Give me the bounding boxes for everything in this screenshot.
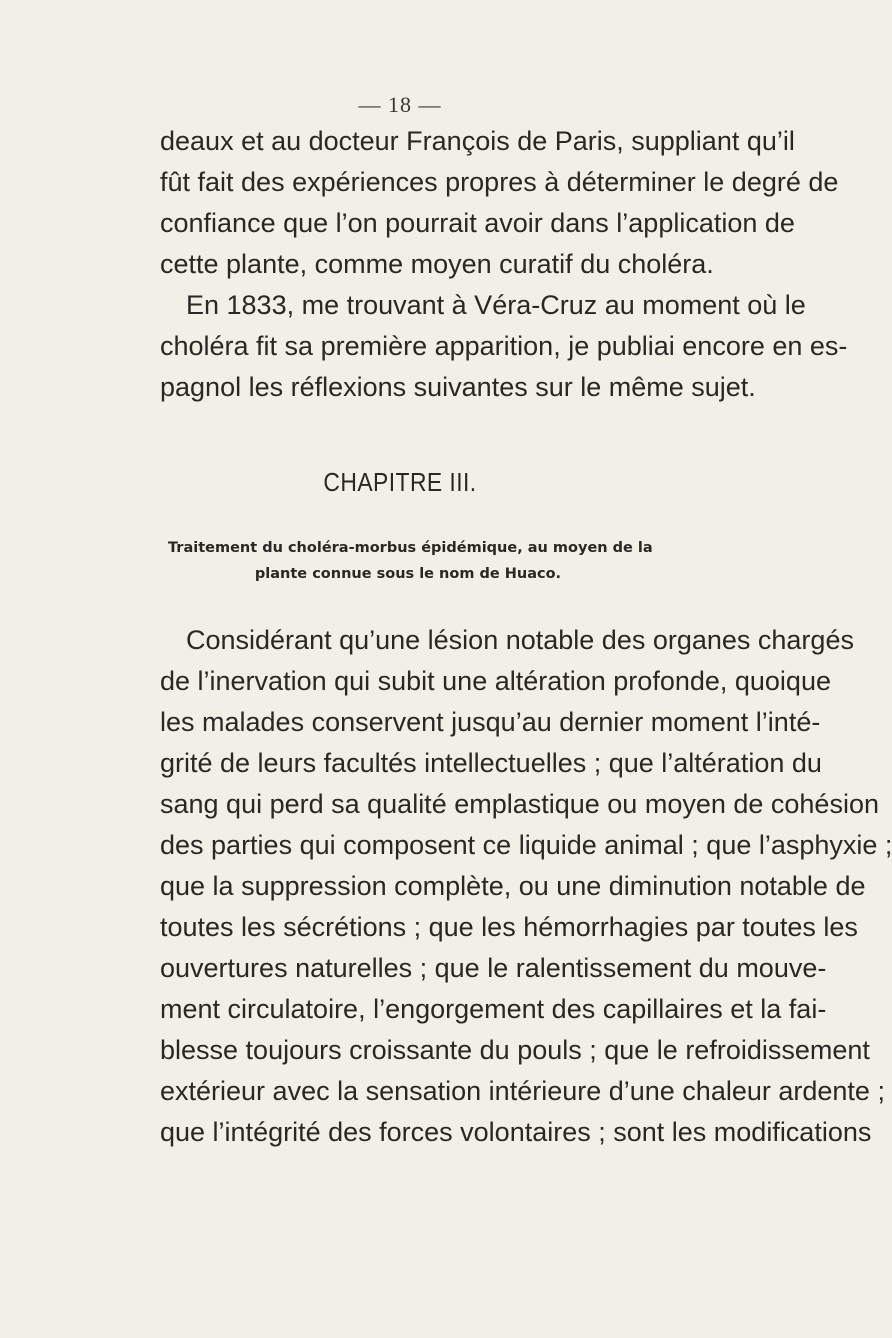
paragraph-2-line: pagnol les réflexions suivantes sur le même sujet. <box>160 372 756 402</box>
paragraph-1-line: cette plante, comme moyen curatif du choléra. <box>160 249 714 279</box>
paragraph-2-line: En 1833, me trouvant à Véra-Cruz au moment où le <box>186 290 806 320</box>
paragraph-3-line: ouvertures naturelles ; que le ralentissement du mouve- <box>160 953 827 983</box>
paragraph-3-line: grité de leurs facultés intellectuelles ; que l’altération du <box>160 748 822 778</box>
chapter-subtitle-line: Traitement du choléra-morbus épidémique, au moyen de la <box>168 540 653 556</box>
chapter-subtitle <box>168 535 653 587</box>
paragraph-3-line: extérieur avec la sensation intérieure d’une chaleur ardente ; <box>160 1076 885 1106</box>
paragraph-3-line: des parties qui composent ce liquide animal ; que l’asphyxie ; <box>160 830 892 860</box>
paragraph-3-line: les malades conservent jusqu’au dernier moment l’inté- <box>160 707 821 737</box>
paragraph-1-line: fût fait des expériences propres à déterminer le degré de <box>160 167 839 197</box>
paragraph-3-line: sang qui perd sa qualité emplastique ou moyen de cohésion <box>160 789 879 819</box>
paragraph-3-line: de l’inervation qui subit une altération profonde, quoique <box>160 666 831 696</box>
paragraph-3-line: que l’intégrité des forces volontaires ; sont les modifications <box>160 1117 872 1147</box>
opening-paragraphs <box>160 121 848 408</box>
paragraph-3-line: Considérant qu’une lésion notable des organes chargés <box>186 625 854 655</box>
paragraph-3-line: toutes les sécrétions ; que les hémorrhagies par toutes les <box>160 912 858 942</box>
page-number: — 18 — <box>358 92 442 117</box>
chapter-body-paragraph <box>160 620 892 1153</box>
chapter-heading: CHAPITRE III. <box>323 467 477 497</box>
paragraph-3-line: blesse toujours croissante du pouls ; que le refroidissement <box>160 1035 870 1065</box>
chapter-subtitle-line: plante connue sous le nom de Huaco. <box>254 566 562 582</box>
paragraph-3-line: que la suppression complète, ou une diminution notable de <box>160 871 866 901</box>
paragraph-3-line: ment circulatoire, l’engorgement des capillaires et la fai- <box>160 994 827 1024</box>
paragraph-2-line: choléra fit sa première apparition, je publiai encore en es- <box>160 331 848 361</box>
paragraph-1-line: deaux et au docteur François de Paris, suppliant qu’il <box>160 126 795 156</box>
paragraph-1-line: confiance que l’on pourrait avoir dans l’application de <box>160 208 795 238</box>
